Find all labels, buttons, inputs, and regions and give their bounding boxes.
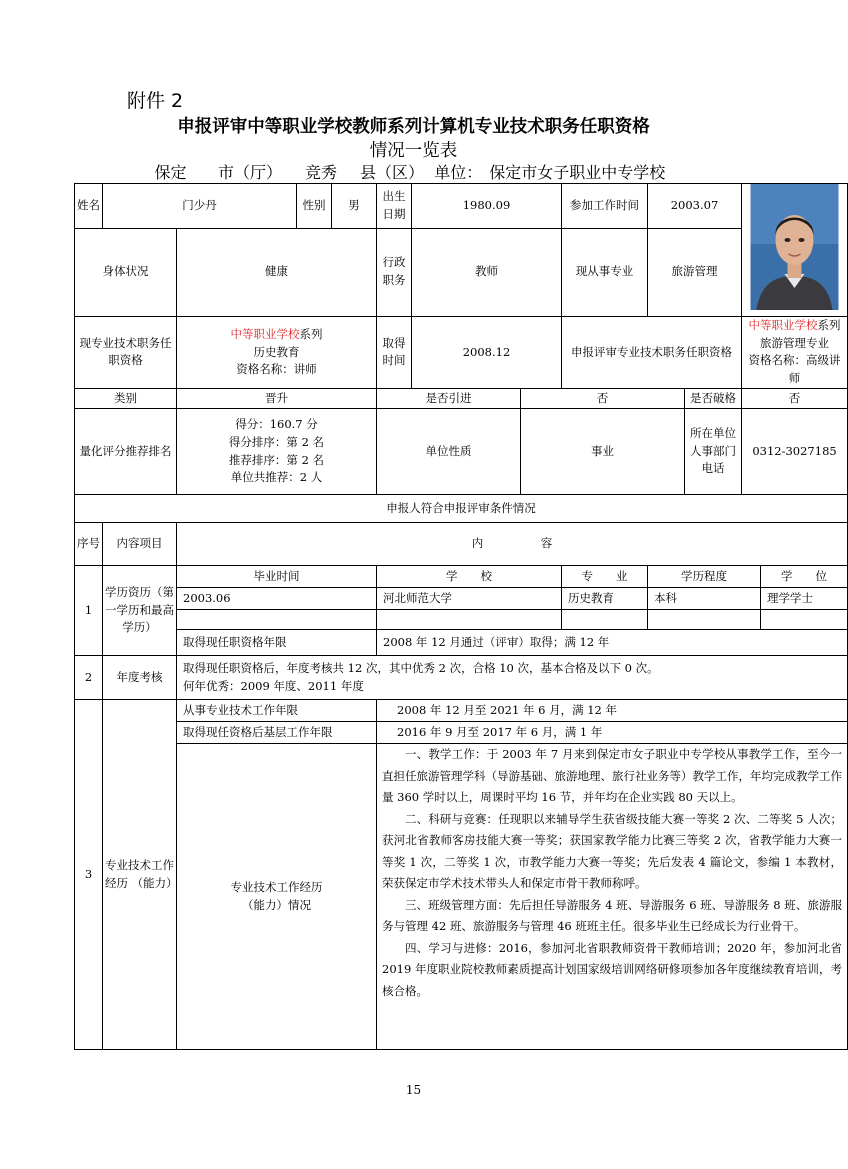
admin-label: 行政职务 xyxy=(377,228,412,316)
apply-title-value xyxy=(742,316,848,388)
current-title-field: 历史教育 xyxy=(253,344,300,359)
unit-nature-label: 单位性质 xyxy=(377,409,521,495)
experience-paragraph: 二、科研与竞赛：任现职以来辅导学生获省级技能大赛一等奖 2 次、二等奖 5 人次；获河北省教师客房技能大赛一等奖；获国家教学能力比赛三等奖 2 次，省教学能力大赛一等奖 1 次，二等奖 1 次，市教学能力大赛一等奖；先后发表 4 篇论文，参编 1 本教材，荣获保定市学术技术带头人和保定市骨干教师称呼。 xyxy=(382,811,843,891)
col-no-header: 序号 xyxy=(75,523,103,566)
annual-line: 何年优秀：2009 年度、2011 年度 xyxy=(183,678,364,693)
unit-value: 保定市女子职业中专学校 xyxy=(482,160,672,184)
attachment-label: 附件 2 xyxy=(127,90,184,112)
grassroots-years-value: 2016 年 9 月至 2017 年 6 月，满 1 年 xyxy=(377,722,848,744)
edu-header-major: 专 业 xyxy=(562,566,648,588)
major-label: 现从事专业 xyxy=(562,228,648,316)
edu-level: 本科 xyxy=(648,588,761,610)
city-label: 市（厅） xyxy=(218,163,283,182)
work-start-value: 2003.07 xyxy=(648,184,742,229)
edu-empty-cell xyxy=(761,610,848,630)
tech-years-label: 从事专业技术工作年限 xyxy=(177,700,377,722)
edu-empty-cell xyxy=(648,610,761,630)
city-value: 保定 xyxy=(123,160,218,184)
col-item-header: 内容项目 xyxy=(103,523,177,566)
edu-major: 历史教育 xyxy=(562,588,648,610)
annual-line: 取得现任职资格后，年度考核共 12 次，其中优秀 2 次，合格 10 次，基本合格及以下 0 次。 xyxy=(183,660,659,675)
score-value xyxy=(177,409,377,495)
annual-label: 年度考核 xyxy=(103,656,177,700)
name-value: 门少丹 xyxy=(103,184,297,229)
grassroots-years-label: 取得现任资格后基层工作年限 xyxy=(177,722,377,744)
document-title: 申报评审中等职业学校教师系列计算机专业技术职务任职资格 xyxy=(177,117,650,137)
major-value: 旅游管理 xyxy=(648,228,742,316)
annual-value xyxy=(177,656,848,700)
current-title-series-suffix: 系列 xyxy=(299,326,323,341)
edu-header-level: 学历程度 xyxy=(648,566,761,588)
current-title-label: 现专业技术职务任职资格 xyxy=(75,316,177,388)
experience-paragraph: 四、学习与进修：2016，参加河北省职教师资骨干教师培训；2020 年，参加河北省 2019 年度职业院校教师素质提高计划国家级培训网络研修项参加各年度继续教育培训，考核合格。 xyxy=(382,940,843,998)
county-label: 县（区） xyxy=(360,163,425,182)
health-label: 身体状况 xyxy=(75,228,177,316)
section-title: 申报人符合申报评审条件情况 xyxy=(75,495,848,523)
apply-title-label: 申报评审专业技术职务任职资格 xyxy=(562,316,742,388)
score-line: 得分排序：第 2 名 xyxy=(228,434,325,449)
edu-header-date: 毕业时间 xyxy=(177,566,377,588)
portrait-photo xyxy=(742,184,847,310)
apply-title-name: 资格名称：高级讲师 xyxy=(748,353,841,386)
info-table xyxy=(74,183,848,1050)
page-number: 15 xyxy=(405,1083,422,1097)
health-value: 健康 xyxy=(177,228,377,316)
score-label: 量化评分推荐排名 xyxy=(75,409,177,495)
experience-paragraph: 三、班级管理方面：先后担任导游服务 4 班、导游服务 6 班、导游服务 8 班、旅游服务与管理 42 班、旅游服务与管理 46 班班主任。很多毕业生已经成长为行业骨干。 xyxy=(382,897,843,934)
work-label: 专业技术工作经历 （能力） xyxy=(103,700,177,1050)
apply-title-series: 中等职业学校 xyxy=(748,317,818,332)
hr-phone-value: 0312-3027185 xyxy=(742,409,848,495)
obtain-label: 取得时间 xyxy=(377,316,412,388)
birth-label: 出生日期 xyxy=(377,184,412,229)
current-title-name: 资格名称：讲师 xyxy=(236,362,317,377)
exceptional-value: 否 xyxy=(742,389,848,409)
edu-label: 学历资历（第一学历和最高学历） xyxy=(103,566,177,656)
current-title-value xyxy=(177,316,377,388)
obtain-value: 2008.12 xyxy=(412,316,562,388)
edu-empty-cell xyxy=(377,610,562,630)
edu-header-degree: 学 位 xyxy=(761,566,848,588)
location-line xyxy=(123,160,672,184)
edu-degree: 理学学士 xyxy=(761,588,848,610)
experience-paragraph: 一、教学工作：于 2003 年 7 月来到保定市女子职业中专学校从事教学工作，至今一直担任旅游管理学科（导游基础、旅游地理、旅行社业务等）教学工作，年均完成教学工作量 360 学时以上，周课时平均 16 节，并年均在企业实践 80 天以上。 xyxy=(382,747,843,805)
tech-years-value: 2008 年 12 月至 2021 年 6 月，满 12 年 xyxy=(377,700,848,722)
unit-label: 单位： xyxy=(434,163,483,182)
edu-empty-cell xyxy=(177,610,377,630)
hr-phone-label: 所在单位人事部门电话 xyxy=(685,409,742,495)
annual-no: 2 xyxy=(75,656,103,700)
category-value: 晋升 xyxy=(177,389,377,409)
edu-no: 1 xyxy=(75,566,103,656)
gender-value: 男 xyxy=(332,184,377,229)
work-start-label: 参加工作时间 xyxy=(562,184,648,229)
experience-value xyxy=(377,744,848,1050)
admin-value: 教师 xyxy=(412,228,562,316)
score-line: 单位共推荐：2 人 xyxy=(230,470,323,485)
apply-title-series-suffix: 系列 xyxy=(817,317,841,332)
document-subtitle: 情况一览表 xyxy=(369,141,458,161)
introduced-label: 是否引进 xyxy=(377,389,521,409)
edu-years-value: 2008 年 12 月通过（评审）取得；满 12 年 xyxy=(377,630,848,656)
score-line: 推荐排序：第 2 名 xyxy=(228,452,325,467)
score-line: 得分：160.7 分 xyxy=(235,416,318,431)
gender-label: 性别 xyxy=(297,184,332,229)
introduced-value: 否 xyxy=(521,389,685,409)
col-content-header: 内 容 xyxy=(177,523,848,566)
photo xyxy=(742,184,848,317)
birth-value: 1980.09 xyxy=(412,184,562,229)
category-label: 类别 xyxy=(75,389,177,409)
edu-header-school: 学 校 xyxy=(377,566,562,588)
experience-label-text: 专业技术工作经历（能力）情况 xyxy=(230,879,323,912)
county-value: 竞秀 xyxy=(282,160,360,184)
unit-nature-value: 事业 xyxy=(521,409,685,495)
experience-label xyxy=(177,744,377,1050)
exceptional-label: 是否破格 xyxy=(685,389,742,409)
work-no: 3 xyxy=(75,700,103,1050)
edu-empty-cell xyxy=(562,610,648,630)
name-label: 姓名 xyxy=(75,184,103,229)
current-title-series: 中等职业学校 xyxy=(230,326,300,341)
edu-years-label: 取得现任职资格年限 xyxy=(177,630,377,656)
apply-title-field: 旅游管理专业 xyxy=(760,335,830,350)
edu-grad-date: 2003.06 xyxy=(177,588,377,610)
edu-school: 河北师范大学 xyxy=(377,588,562,610)
